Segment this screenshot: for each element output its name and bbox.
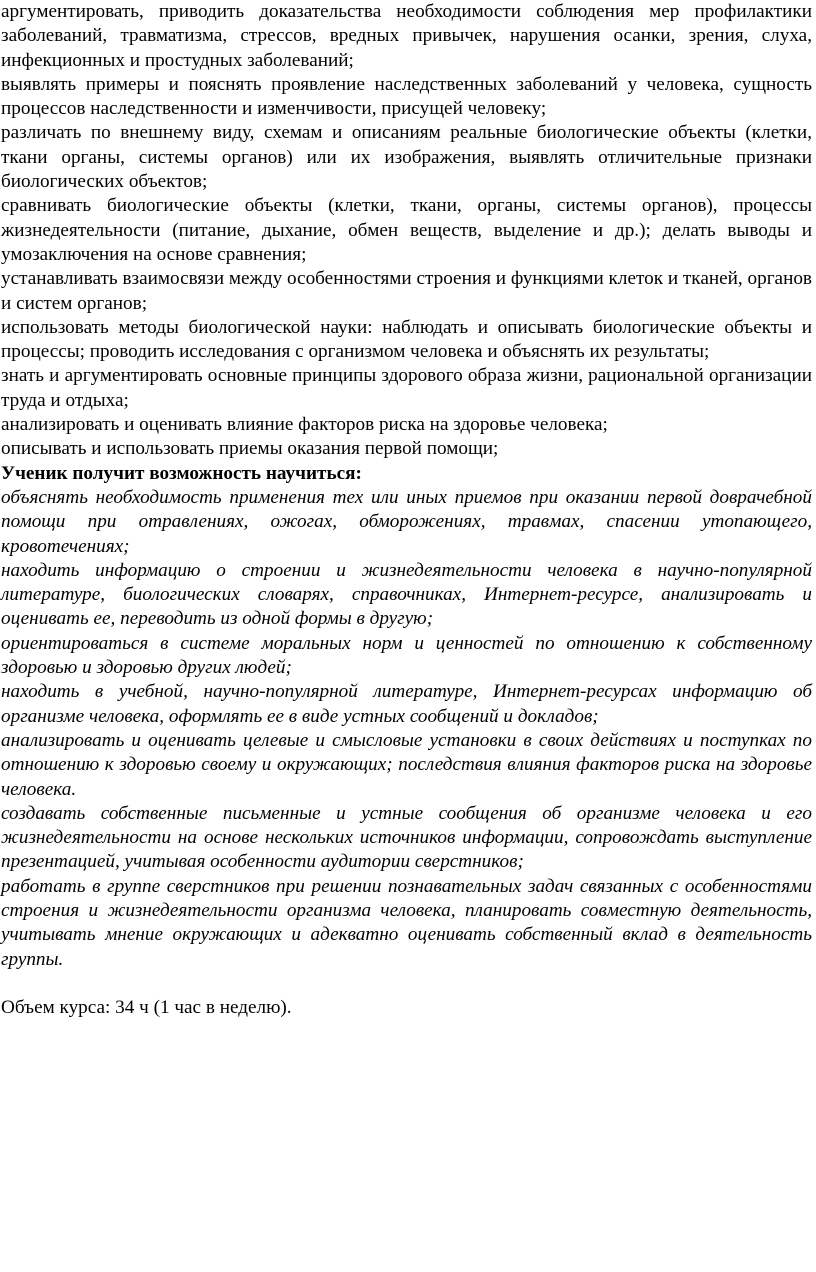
advanced-item-reports: находить в учебной, научно-популярной литературе, Интернет-ресурсах информацию об организме человека, оформлять ее в виде устных сообщений и докладов;: [1, 681, 812, 727]
advanced-item-moral-norms: ориентироваться в системе моральных норм и ценностей по отношению к собственному здоровью и здоровью других людей;: [1, 632, 812, 679]
basic-item-healthy-lifestyle: знать и аргументировать основные принципы здорового образа жизни, рациональной организации труда и отдыха;: [1, 365, 812, 411]
advanced-item-presentations: создавать собственные письменные и устные сообщения об организме человека и его жизнедеятельности на основе нескольких источников информации, сопровождать выступление презентацией, учитывая особенности аудитории сверстников;: [1, 802, 812, 873]
advanced-heading: Ученик получит возможность научиться:: [1, 462, 362, 484]
basic-item-risk-factors: анализировать и оценивать влияние факторов риска на здоровье человека;: [1, 414, 608, 436]
basic-item-methods: использовать методы биологической науки: наблюдать и описывать биологические объекты и процессы; проводить исследования с организмом человека и объяснять их результаты;: [1, 316, 812, 363]
basic-item-distinguish: различать по внешнему виду, схемам и описаниям реальные биологические объекты (клетки, ткани органы, системы органов) или их изображения, выявлять отличительные признаки биологических объектов;: [1, 122, 812, 193]
advanced-item-evaluate: анализировать и оценивать целевые и смысловые установки в своих действиях и поступках по отношению к здоровью своему и окружающих; последствия влияния факторов риска на здоровье человека.: [1, 729, 812, 800]
basic-item-prevention: аргументировать, приводить доказательства необходимости соблюдения мер профилактики заболеваний, травматизма, стрессов, вредных привычек, нарушения осанки, зрения, слуха, инфекционных и простудных заболеваний;: [1, 1, 812, 71]
advanced-item-first-aid: объяснять необходимость применения тех или иных приемов при оказании первой доврачебной помощи при отравлениях, ожогах, обморожениях, травмах, спасении утопающего, кровотечениях;: [1, 486, 812, 557]
basic-item-first-aid: описывать и использовать приемы оказания первой помощи;: [1, 438, 499, 460]
blank-line: [1, 972, 812, 996]
advanced-item-group-work: работать в группе сверстников при решении познавательных задач связанных с особенностями строения и жизнедеятельности организма человека, планировать совместную деятельность, учитывать мнение окружающих и адекватно оценивать собственный вклад в деятельность группы.: [1, 875, 812, 970]
basic-item-relationships: устанавливать взаимосвязи между особенностями строения и функциями клеток и тканей, органов и систем органов;: [1, 268, 812, 314]
basic-item-compare: сравнивать биологические объекты (клетки, ткани, органы, системы органов), процессы жизнедеятельности (питание, дыхание, обмен веществ, выделение и др.); делать выводы и умозаключения на основе сравнения;: [1, 195, 812, 265]
advanced-item-find-info: находить информацию о строении и жизнедеятельности человека в научно-популярной литературе, биологических словарях, справочниках, Интернет-ресурсе, анализировать и оценивать ее, переводить из одной формы в другую;: [1, 559, 812, 630]
course-volume: Объем курса: 34 ч (1 час в неделю).: [1, 997, 292, 1019]
basic-item-heredity: выявлять примеры и пояснять проявление наследственных заболеваний у человека, сущность процессов наследственности и изменчивости, присущей человеку;: [1, 73, 812, 120]
